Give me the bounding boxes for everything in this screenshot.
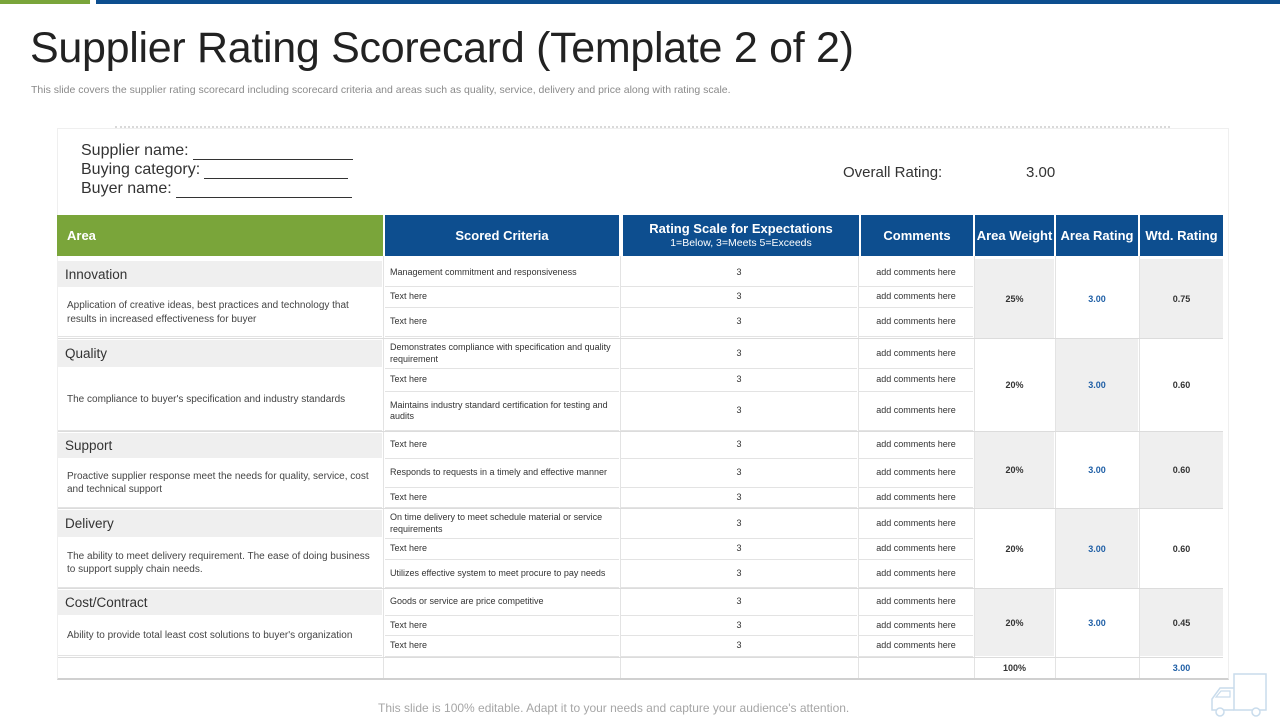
supplier-name-label: Supplier name: [81,142,189,159]
top-accent-green [0,0,90,4]
weighted-rating: 0.75 [1140,259,1223,338]
scale-cell: 3 [621,308,857,337]
area-rating: 3.00 [1056,432,1138,508]
area-name: Innovation [58,261,382,287]
criteria-cell: Demonstrates compliance with specification and quality requirement [385,339,619,369]
area-name: Delivery [58,510,382,537]
scale-cell: 3 [621,459,857,488]
comment-cell[interactable]: add comments here [859,392,973,431]
scale-cell: 3 [621,509,857,539]
criteria-cell: Text here [385,616,619,636]
comment-cell[interactable]: add comments here [859,432,973,459]
buyer-name-label: Buyer name: [81,180,172,197]
footer-note: This slide is 100% editable. Adapt it to your needs and capture your audience's attention. [378,701,850,715]
area-name: Quality [58,340,382,367]
criteria-cell: On time delivery to meet schedule material or service requirements [385,509,619,539]
criteria-cell: Text here [385,369,619,392]
area-rating: 3.00 [1056,589,1138,656]
area-rating: 3.00 [1056,509,1138,588]
column-header-comments: Comments [861,215,973,256]
comment-cell[interactable]: add comments here [859,539,973,560]
scale-cell: 3 [621,616,857,636]
area-description: Application of creative ideas, best practices and technology that results in increased effectiveness for buyer [58,289,382,337]
criteria-cell: Maintains industry standard certification for testing and audits [385,392,619,431]
area-weight: 20% [975,339,1054,431]
comment-cell[interactable]: add comments here [859,339,973,369]
truck-icon [1208,672,1268,718]
scale-cell: 3 [621,636,857,657]
column-header-rating: Area Rating [1056,215,1138,256]
overall-rating-value: 3.00 [1026,164,1056,181]
scale-cell: 3 [621,369,857,392]
total-weighted-rating: 3.00 [1172,662,1191,673]
criteria-cell: Text here [385,432,619,459]
criteria-cell: Goods or service are price competitive [385,589,619,616]
comment-cell[interactable]: add comments here [859,616,973,636]
column-header-weight: Area Weight [975,215,1054,256]
criteria-cell: Text here [385,539,619,560]
scale-cell: 3 [621,259,857,287]
criteria-cell: Management commitment and responsiveness [385,259,619,287]
scale-cell: 3 [621,589,857,616]
area-rating: 3.00 [1056,259,1138,338]
weighted-rating: 0.60 [1140,432,1223,508]
area-description: Ability to provide total least cost solutions to buyer's organization [58,617,382,656]
scale-cell: 3 [621,392,857,431]
area-rating: 3.00 [1056,339,1138,431]
top-accent-blue [96,0,1280,4]
page-title: Supplier Rating Scorecard (Template 2 of 2) [30,24,854,72]
overall-rating-label: Overall Rating: [843,164,943,181]
weighted-rating: 0.60 [1140,339,1223,431]
column-header-wtd: Wtd. Rating [1140,215,1223,256]
comment-cell[interactable]: add comments here [859,560,973,588]
criteria-cell: Responds to requests in a timely and effective manner [385,459,619,488]
comment-cell[interactable]: add comments here [859,488,973,508]
scale-cell: 3 [621,560,857,588]
area-description: Proactive supplier response meet the needs for quality, service, cost and technical support [58,459,382,508]
comment-cell[interactable]: add comments here [859,459,973,488]
area-weight: 20% [975,509,1054,588]
criteria-cell: Utilizes effective system to meet procure to pay needs [385,560,619,588]
page-subtitle: This slide covers the supplier rating scorecard including scorecard criteria and areas such as quality, service, delivery and price along with rating scale. [31,84,731,96]
area-weight: 20% [975,589,1054,656]
scale-header-subtitle: 1=Below, 3=Meets 5=Exceeds [670,237,812,249]
comment-cell[interactable]: add comments here [859,259,973,287]
scale-cell: 3 [621,432,857,459]
criteria-cell: Text here [385,308,619,337]
buyer-name-blank[interactable] [176,182,352,198]
column-header-criteria: Scored Criteria [385,215,619,256]
comment-cell[interactable]: add comments here [859,308,973,337]
buying-category-blank[interactable] [204,163,348,179]
weighted-rating: 0.60 [1140,509,1223,588]
total-weight: 100% [1002,662,1027,673]
scale-cell: 3 [621,339,857,369]
criteria-cell: Text here [385,287,619,308]
area-description: The ability to meet delivery requirement. The ease of doing business to support supply chain needs. [58,539,382,588]
column-header-scale [623,215,859,256]
scale-cell: 3 [621,287,857,308]
scale-cell: 3 [621,488,857,508]
criteria-cell: Text here [385,636,619,657]
comment-cell[interactable]: add comments here [859,287,973,308]
column-header-area: Area [57,215,383,256]
comment-cell[interactable]: add comments here [859,369,973,392]
column-divider [383,256,384,678]
area-name: Cost/Contract [58,590,382,615]
scale-header-title: Rating Scale for Expectations [649,221,833,237]
comment-cell[interactable]: add comments here [859,589,973,616]
area-weight: 20% [975,432,1054,508]
supplier-name-blank[interactable] [193,144,353,160]
supplier-name-field[interactable] [81,142,353,160]
buying-category-label: Buying category: [81,161,201,178]
buyer-name-field[interactable] [81,180,352,198]
area-weight: 25% [975,259,1054,338]
area-description: The compliance to buyer's specification and industry standards [58,369,382,431]
criteria-cell: Text here [385,488,619,508]
weighted-rating: 0.45 [1140,589,1223,656]
scale-cell: 3 [621,539,857,560]
comment-cell[interactable]: add comments here [859,636,973,657]
buying-category-field[interactable] [81,161,348,179]
area-name: Support [58,433,382,458]
comment-cell[interactable]: add comments here [859,509,973,539]
